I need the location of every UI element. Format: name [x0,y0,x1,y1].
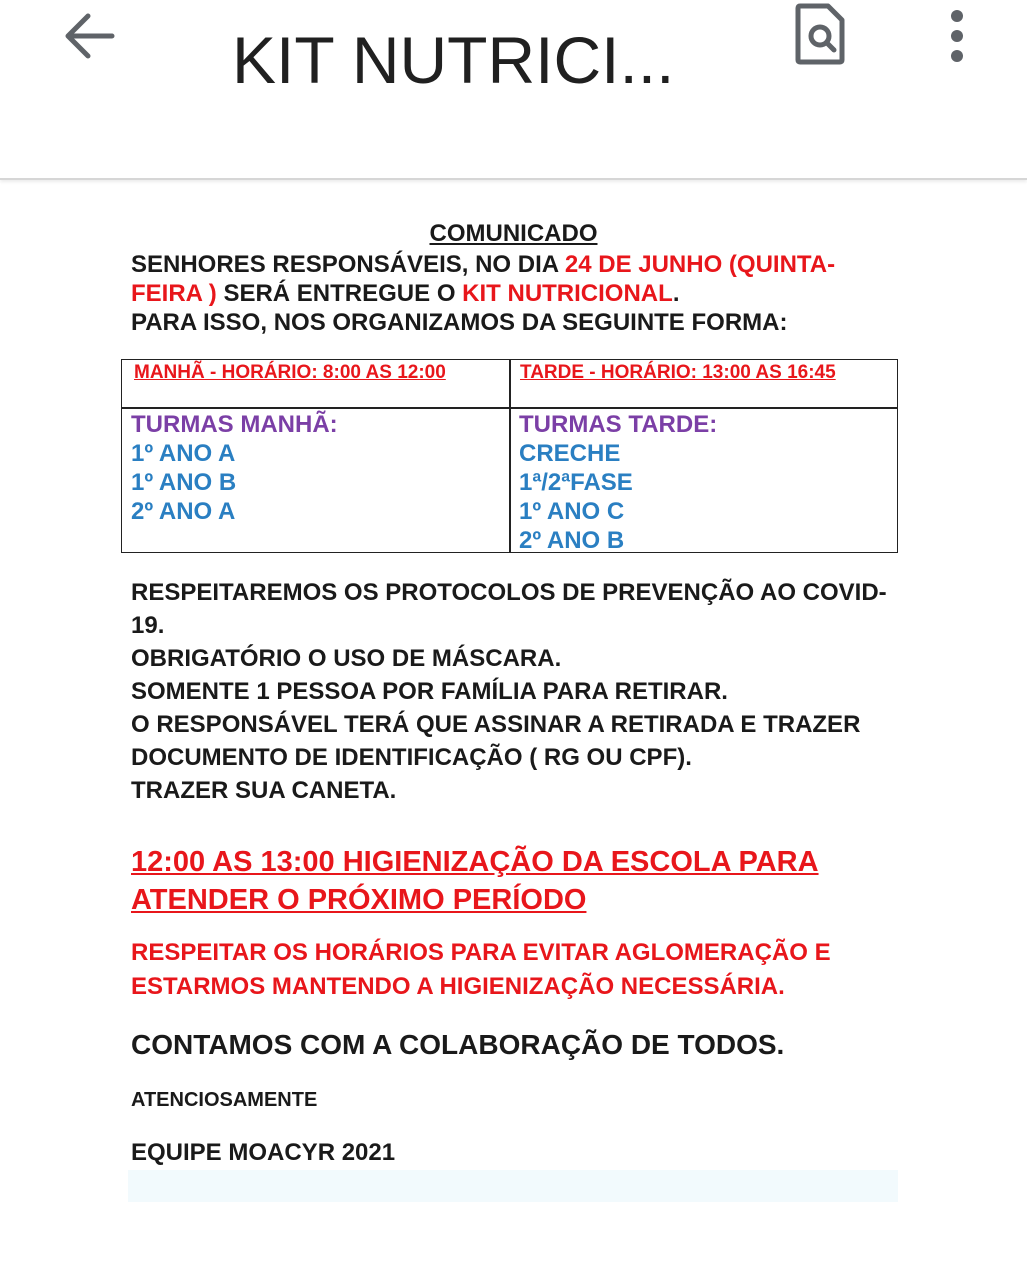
delivery-date: 24 DE JUNHO (QUINTA-FEIRA ) [131,251,836,307]
rule-mask: OBRIGATÓRIO O USO DE MÁSCARA. [131,645,562,672]
intro-text-1: SENHORES RESPONSÁVEIS, NO DIA [131,251,565,278]
document-search-icon [790,0,852,68]
table-column-divider [509,360,511,552]
rule-signature-id: O RESPONSÁVEL TERÁ QUE ASSINAR A RETIRADA E TRAZER DOCUMENTO DE IDENTIFICAÇÃO ( RG OU CPF). [131,711,861,771]
document-title: KIT NUTRICI... [232,23,675,97]
schedule-warning: RESPEITAR OS HORÁRIOS PARA EVITAR AGLOMERAÇÃO E ESTARMOS MANTENDO A HIGIENIZAÇÃO NECESSÁRIA. [131,939,831,1000]
class-item: CRECHE [519,440,621,467]
table-row-divider [122,407,897,409]
afternoon-schedule-header: TARDE - HORÁRIO: 13:00 AS 16:45 [520,362,836,383]
arrow-left-icon [58,8,122,64]
more-vertical-icon [935,4,979,66]
intro-organization: PARA ISSO, NOS ORGANIZAMOS DA SEGUINTE FORMA: [131,309,788,336]
morning-schedule-header: MANHÃ - HORÁRIO: 8:00 AS 12:00 [134,362,446,383]
afternoon-classes-title: TURMAS TARDE: [519,411,718,438]
afternoon-classes [519,410,717,555]
kit-name: KIT NUTRICIONAL [462,280,673,307]
schedule-table [121,359,898,553]
intro-text-2: SERÁ ENTREGUE O [216,280,463,307]
document-heading: COMUNICADO [429,220,598,247]
intro-text-3: . [672,280,680,307]
rules-list [131,576,893,807]
rule-one-person: SOMENTE 1 PESSOA POR FAMÍLIA PARA RETIRAR. [131,678,728,705]
more-options-button[interactable] [935,4,979,66]
class-item: 1º ANO A [131,440,236,467]
class-item: 1ª/2ªFASE [519,469,633,496]
back-button[interactable] [58,8,122,64]
sign-off: ATENCIOSAMENTE [131,1089,318,1111]
class-item: 1º ANO C [519,498,625,525]
rule-pen: TRAZER SUA CANETA. [131,777,397,804]
class-item: 2º ANO A [131,498,236,525]
document-page [0,180,1027,1280]
class-item: 2º ANO B [519,527,625,554]
morning-classes-title: TURMAS MANHÃ: [131,411,338,438]
app-bar [0,0,1027,180]
highlight-strip [128,1170,898,1202]
closing-line: CONTAMOS COM A COLABORAÇÃO DE TODOS. [131,1029,785,1060]
search-in-document-button[interactable] [790,0,852,68]
cleaning-notice: 12:00 AS 13:00 HIGIENIZAÇÃO DA ESCOLA PARA ATENDER O PRÓXIMO PERÍODO [131,846,819,916]
intro-paragraph [131,250,896,337]
class-item: 1º ANO B [131,469,237,496]
rule-protocols: RESPEITAREMOS OS PROTOCOLOS DE PREVENÇÃO AO COVID-19. [131,579,887,639]
signature-team: EQUIPE MOACYR 2021 [131,1139,396,1166]
morning-classes [131,410,338,526]
